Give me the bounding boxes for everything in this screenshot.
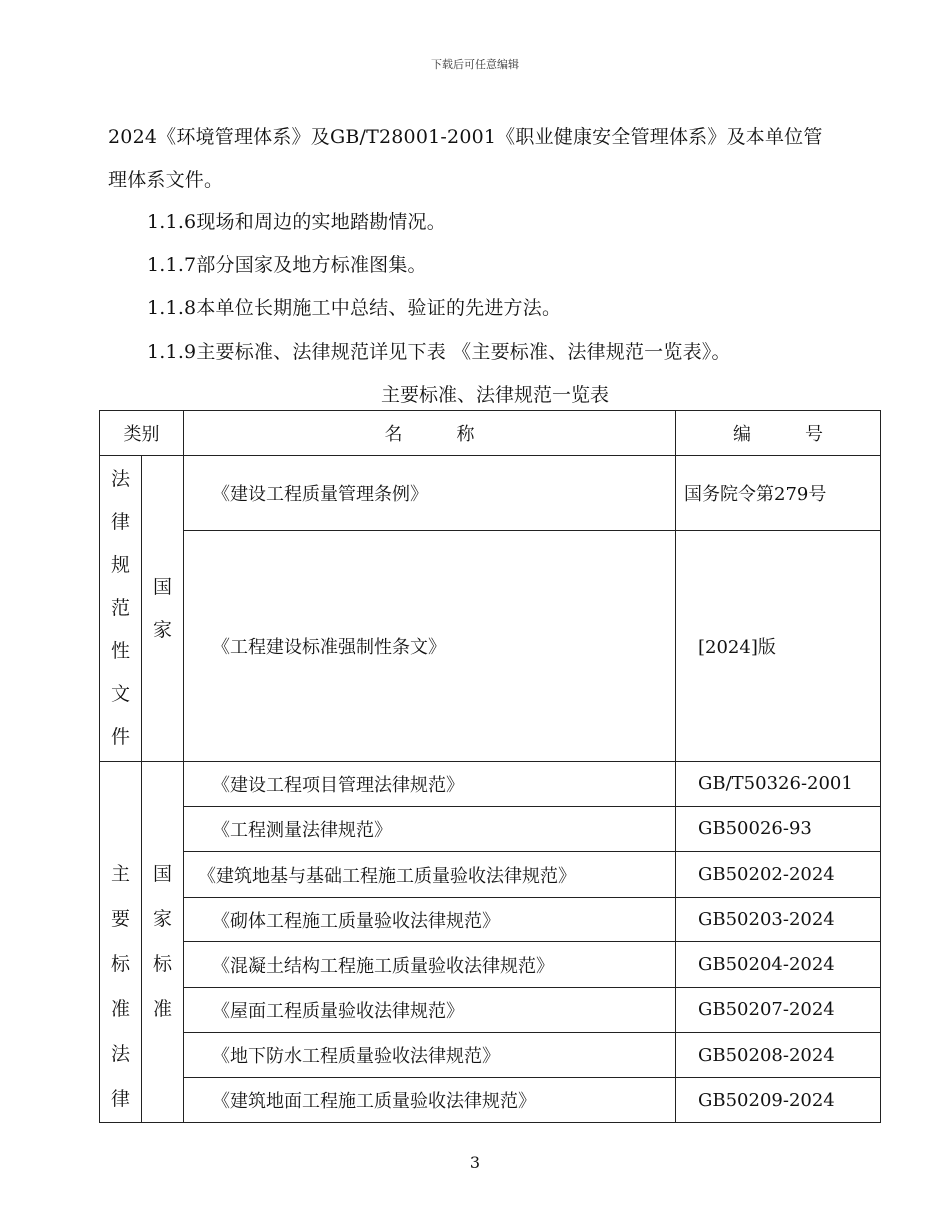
standard-name: 《工程建设标准强制性条文》 <box>184 531 676 762</box>
table-row <box>100 456 881 531</box>
standard-name: 《建筑地基与基础工程施工质量验收法律规范》 <box>184 852 676 898</box>
table-row <box>100 762 881 807</box>
header-code: 编 号 <box>676 411 881 456</box>
standards-table <box>99 410 881 1123</box>
standard-code: GB50207-2024 <box>676 988 881 1033</box>
standard-code: GB50209-2024 <box>676 1078 881 1123</box>
standard-code: [2024]版 <box>676 531 881 762</box>
table-row <box>100 942 881 988</box>
list-item: 1.1.8本单位长期施工中总结、验证的先进方法。 <box>147 297 562 319</box>
category-main-standards: 主 要 标 准 法 律 <box>100 762 142 1123</box>
list-item: 1.1.7部分国家及地方标准图集。 <box>147 254 427 276</box>
list-item: 1.1.6现场和周边的实地踏勘情况。 <box>147 211 446 233</box>
standard-code: GB50208-2024 <box>676 1032 881 1078</box>
table-row <box>100 806 881 852</box>
standard-code: GB50202-2024 <box>676 852 881 898</box>
paragraph-line: 理体系文件。 <box>108 169 224 191</box>
category-laws: 法 律 规 范 性 文 件 <box>100 456 142 762</box>
header-note: 下载后可任意编辑 <box>431 58 519 71</box>
standard-name: 《地下防水工程质量验收法律规范》 <box>184 1032 676 1078</box>
standard-code: GB50204-2024 <box>676 942 881 988</box>
table-row <box>100 988 881 1033</box>
header-name: 名 称 <box>184 411 676 456</box>
standard-code: GB50203-2024 <box>676 897 881 942</box>
page-number: 3 <box>469 1153 481 1172</box>
standard-code: GB50026-93 <box>676 806 881 852</box>
standard-name: 《屋面工程质量验收法律规范》 <box>184 988 676 1033</box>
table-row <box>100 852 881 898</box>
paragraph-line: 2024《环境管理体系》及GB/T28001-2001《职业健康安全管理体系》及本单位管 <box>108 126 823 148</box>
standard-name: 《工程测量法律规范》 <box>184 806 676 852</box>
table-row <box>100 897 881 942</box>
standard-name: 《砌体工程施工质量验收法律规范》 <box>184 897 676 942</box>
list-item: 1.1.9主要标准、法律规范详见下表 《主要标准、法律规范一览表》。 <box>147 341 731 363</box>
standard-name: 《建设工程项目管理法律规范》 <box>184 762 676 807</box>
standard-code: GB/T50326-2001 <box>676 762 881 807</box>
table-row <box>100 1032 881 1078</box>
standard-name: 《建筑地面工程施工质量验收法律规范》 <box>184 1078 676 1123</box>
subcategory-national-standards: 国 家 标 准 <box>142 762 184 1123</box>
standard-name: 《混凝土结构工程施工质量验收法律规范》 <box>184 942 676 988</box>
table-title: 主要标准、法律规范一览表 <box>380 384 609 406</box>
header-category: 类别 <box>100 411 184 456</box>
subcategory-national: 国 家 <box>142 456 184 762</box>
standard-name: 《建设工程质量管理条例》 <box>184 456 676 531</box>
table-row <box>100 1078 881 1123</box>
standard-code: 国务院令第279号 <box>676 456 881 531</box>
table-header-row <box>100 411 881 456</box>
table-row <box>100 531 881 762</box>
